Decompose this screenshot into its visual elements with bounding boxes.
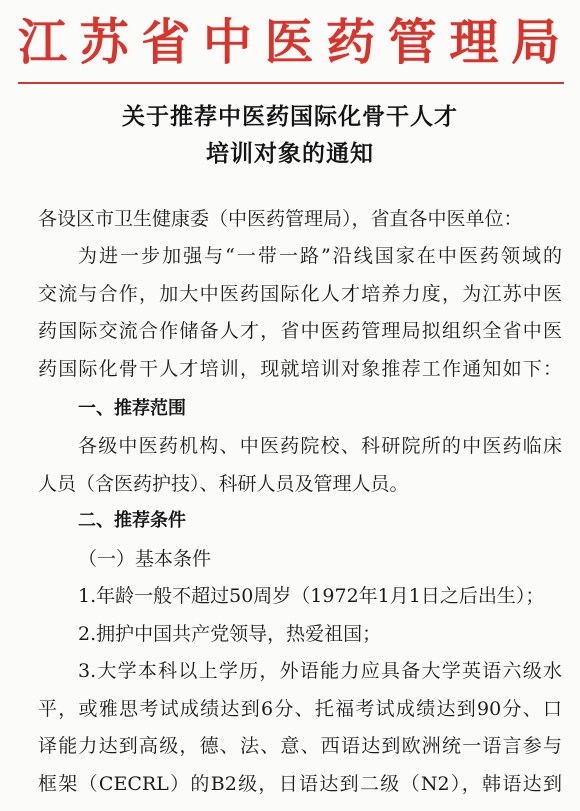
condition-item-3-line-4: 框架（CECRL）的B2级，日语达到二级（N2），韩语达到: [38, 773, 562, 795]
section-2-subheading: （一）基本条件: [78, 548, 212, 570]
condition-item-3-line-1: 3.大学本科以上学历，外语能力应具备大学英语六级水: [78, 660, 562, 682]
section-1-heading: 一、推荐范围: [78, 398, 186, 419]
salutation: 各设区市卫生健康委（中医药管理局），省直各中医单位：: [38, 208, 523, 230]
intro-line-2: 交流与合作，加大中医药国际化人才培养力度，为江苏中医: [38, 283, 562, 305]
document-title-line-2: 培训对象的通知: [206, 140, 374, 167]
intro-line-3: 药国际交流合作储备人才，省中医药管理局拟组织全省中医: [38, 320, 562, 342]
section-1-line-1: 各级中医药机构、中医药院校、科研院所的中医药临床: [78, 435, 562, 457]
section-1-line-2: 人员（含医药护技）、科研人员及管理人员。: [38, 473, 409, 495]
document-title-line-1: 关于推荐中医药国际化骨干人才: [122, 103, 458, 130]
section-2-heading: 二、推荐条件: [78, 510, 186, 531]
intro-line-4: 药国际化骨干人才培训，现就培训对象推荐工作通知如下：: [38, 358, 562, 380]
condition-item-1: 1.年龄一般不超过50周岁（1972年1月1日之后出生）；: [78, 585, 545, 607]
condition-item-2: 2.拥护中国共产党领导，热爱祖国；: [78, 623, 382, 645]
letterhead-title: 江苏省中医药管理局: [18, 13, 562, 71]
condition-item-3-line-2: 平，或雅思考试成绩达到6分、托福考试成绩达到90分、口: [38, 698, 562, 720]
letterhead-red-rule: [18, 82, 564, 84]
intro-line-1: 为进一步加强与“一带一路”沿线国家在中医药领域的: [78, 245, 562, 267]
condition-item-3-line-3: 译能力达到高级，德、法、意、西语达到欧洲统一语言参与: [38, 735, 562, 757]
